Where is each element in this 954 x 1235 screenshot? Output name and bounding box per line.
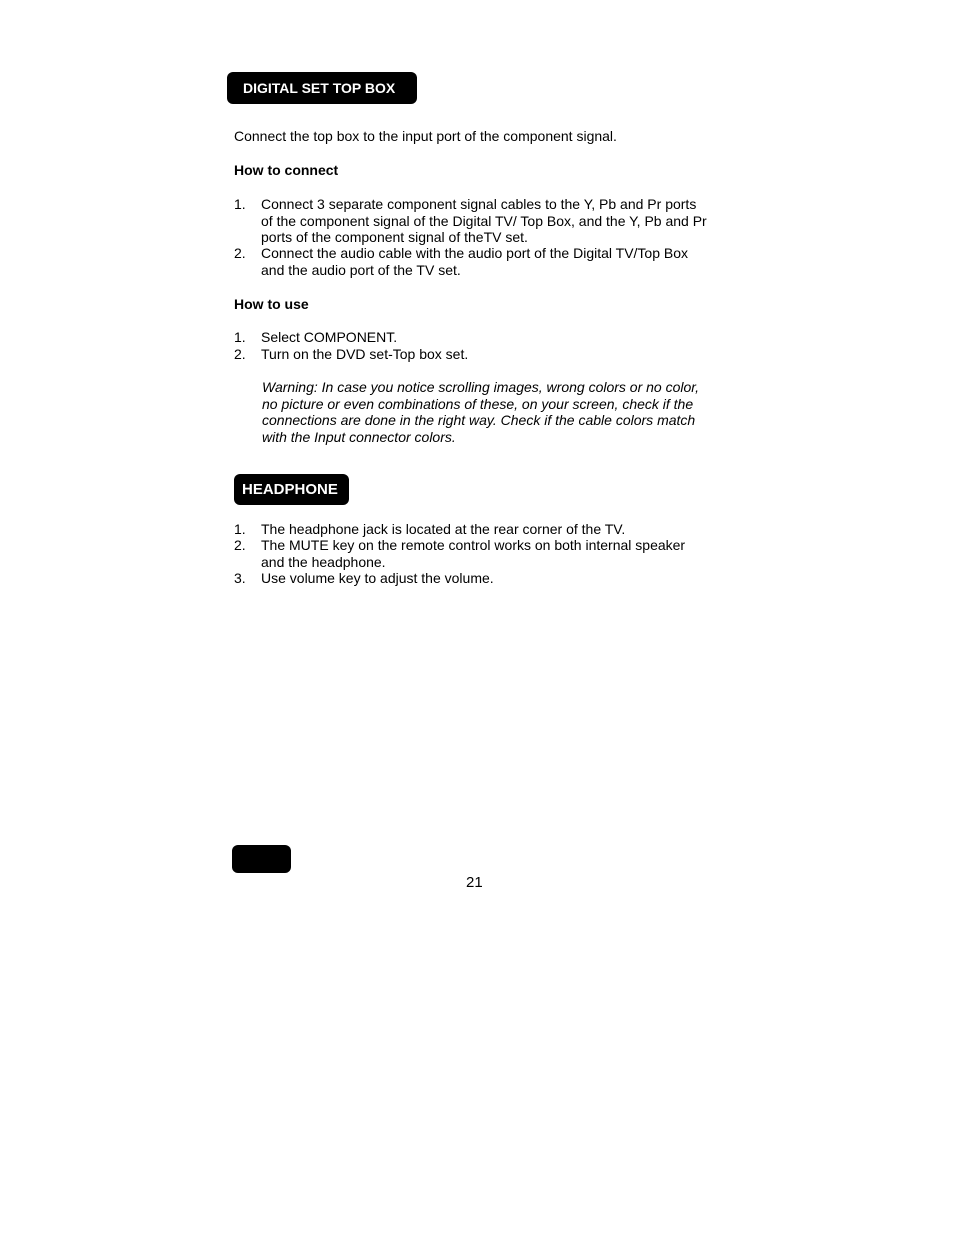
list-item-line: The MUTE key on the remote control works on both internal speaker xyxy=(261,537,686,553)
list-item-text xyxy=(261,346,731,363)
list-item-line: and the headphone. xyxy=(261,553,386,570)
warning-line: with the Input connector colors. xyxy=(262,428,456,445)
heading-how-to-connect: How to connect xyxy=(234,162,339,178)
list-item-text xyxy=(261,521,731,538)
warning-line: connections are done in the right way. Check if the cable colors match xyxy=(262,412,696,429)
list-item-line: ports of the component signal of theTV set. xyxy=(261,229,528,246)
list-item-line: Connect the audio cable with the audio port of the Digital TV/Top Box xyxy=(261,245,689,261)
list-item-line: of the component signal of the Digital TV/ Top Box, and the Y, Pb and Pr xyxy=(261,212,707,229)
list-item-number: 2. xyxy=(234,245,246,261)
section-badge-digital-set-top-box: DIGITAL SET TOP BOX xyxy=(227,72,417,104)
list-item-text xyxy=(261,245,731,278)
warning-line: no picture or even combinations of these, on your screen, check if the xyxy=(262,395,694,412)
list-item-number: 1. xyxy=(234,521,246,537)
list-item-line: The headphone jack is located at the rear corner of the TV. xyxy=(261,521,626,537)
page-number: 21 xyxy=(466,874,483,891)
section-badge-headphone: HEADPHONE xyxy=(234,474,349,505)
heading-how-to-use: How to use xyxy=(234,296,309,312)
list-item-text xyxy=(261,196,731,246)
list-item-number: 2. xyxy=(234,537,246,553)
intro-text: Connect the top box to the input port of the component signal. xyxy=(234,128,617,144)
list-item-number: 1. xyxy=(234,329,246,345)
list-item-line: Turn on the DVD set-Top box set. xyxy=(261,346,469,362)
list-item-number: 1. xyxy=(234,196,246,212)
warning-line: Warning: In case you notice scrolling images, wrong colors or no color, xyxy=(262,379,700,395)
list-item-line: Use volume key to adjust the volume. xyxy=(261,570,494,586)
list-item-line: Select COMPONENT. xyxy=(261,329,398,345)
warning-note xyxy=(262,379,722,445)
footer-tab-marker xyxy=(232,845,291,873)
list-item-number: 2. xyxy=(234,346,246,362)
list-item-text xyxy=(261,570,731,587)
list-item-text xyxy=(261,329,731,346)
list-item-number: 3. xyxy=(234,570,246,586)
list-item-text xyxy=(261,537,731,570)
list-item-line: and the audio port of the TV set. xyxy=(261,261,461,278)
list-item-line: Connect 3 separate component signal cables to the Y, Pb and Pr ports xyxy=(261,196,697,212)
